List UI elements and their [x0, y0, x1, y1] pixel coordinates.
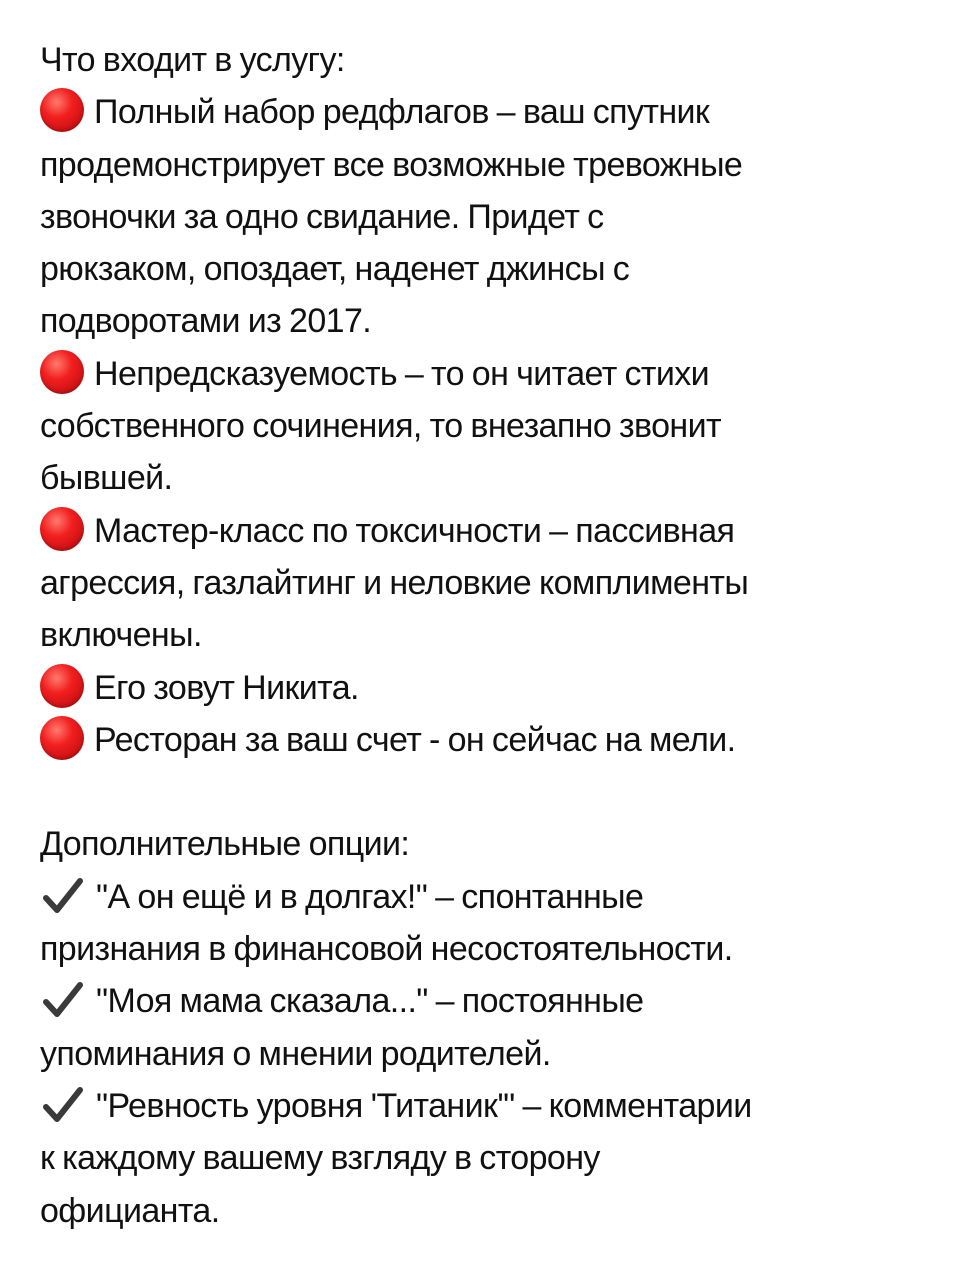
options-heading: Дополнительные опции: [40, 825, 410, 864]
services-item [40, 662, 940, 714]
red-circle-icon [40, 88, 84, 132]
options-item-line: упоминания о мнении родителей. [40, 1034, 551, 1073]
services-item-line: собственного сочинения, то внезапно звонит [40, 407, 721, 446]
red-circle-icon [40, 507, 84, 551]
services-item-line: Мастер-класс по токсичности – пассивная [94, 511, 735, 550]
services-item-line: агрессия, газлайтинг и неловкие комплименты [40, 563, 749, 602]
services-item-line: бывшей. [40, 459, 173, 498]
options-item-line: признания в финансовой несостоятельности. [40, 930, 733, 969]
services-item-line: рюкзаком, опоздает, наденет джинсы с [40, 250, 630, 289]
red-circle-icon [40, 664, 84, 708]
options-item [40, 871, 940, 976]
services-item [40, 348, 940, 505]
check-mark-icon [40, 1085, 86, 1125]
services-heading: Что входит в услугу: [40, 41, 345, 79]
services-item [40, 714, 940, 766]
post-text [40, 34, 940, 1237]
options-item-line: официанта. [40, 1191, 220, 1230]
services-item [40, 86, 940, 347]
red-circle-icon [40, 350, 84, 394]
services-item [40, 505, 940, 662]
services-item-line: Непредсказуемость – то он читает стихи [94, 354, 710, 393]
options-item-line: "Ревность уровня 'Титаник'" – комментарии [96, 1086, 752, 1125]
services-item-line: Полный набор редфлагов – ваш спутник [94, 93, 710, 132]
check-mark-icon [40, 876, 86, 916]
services-item-line: подворотами из 2017. [40, 302, 372, 341]
services-item-line: включены. [40, 616, 202, 655]
options-item-line: "А он ещё и в долгах!" – спонтанные [96, 877, 644, 916]
services-item-line: звоночки за одно свидание. Придет с [40, 197, 604, 236]
options-item [40, 975, 940, 1080]
services-item-line: Его зовут Никита. [94, 668, 359, 707]
options-item [40, 1080, 940, 1237]
red-circle-icon [40, 716, 84, 760]
check-mark-icon [40, 980, 86, 1020]
paragraph-spacer [40, 766, 940, 818]
options-item-line: "Моя мама сказала..." – постоянные [96, 982, 644, 1021]
services-item-line: Ресторан за ваш счет - он сейчас на мели. [94, 720, 736, 759]
services-item-line: продемонстрирует все возможные тревожные [40, 145, 743, 184]
options-item-line: к каждому вашему взгляду в сторону [40, 1139, 600, 1178]
